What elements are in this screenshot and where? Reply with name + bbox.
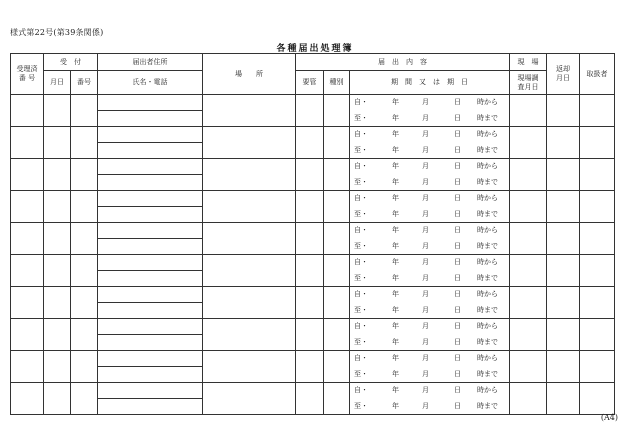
period-time: 時から [477,290,498,299]
cell-jurisdiction[interactable] [296,383,324,415]
period-prefix: 至・ [354,177,368,186]
period-day: 日 [454,209,461,218]
header-name-phone: 氏名・電話 [98,71,203,95]
period-prefix: 至・ [354,145,368,154]
period-day: 日 [454,290,461,299]
period-time: 時から [477,226,498,235]
period-time: 時まで [477,177,498,186]
table-row [11,383,615,399]
cell-month-day[interactable] [44,159,71,191]
cell-site-survey-date[interactable] [510,127,547,159]
cell-jurisdiction[interactable] [296,95,324,127]
period-year: 年 [392,369,399,378]
period-prefix: 至・ [354,305,368,314]
period-month: 月 [422,369,429,378]
period-time: 時まで [477,273,498,282]
period-prefix: 至・ [354,369,368,378]
cell-site-survey-date[interactable] [510,383,547,415]
cell-number[interactable] [71,255,98,287]
period-month: 月 [422,113,429,122]
period-month: 月 [422,209,429,218]
period-day: 日 [454,386,461,395]
processing-ledger-table [10,53,615,415]
period-time: 時まで [477,209,498,218]
period-day: 日 [454,401,461,410]
table-row [11,351,615,367]
cell-site-survey-date[interactable] [510,191,547,223]
period-day: 日 [454,177,461,186]
cell-name-phone[interactable] [98,143,203,159]
period-prefix: 至・ [354,401,368,410]
cell-month-day[interactable] [44,95,71,127]
period-prefix: 自・ [354,194,368,203]
cell-name-phone[interactable] [98,175,203,191]
header-reception-no: 受理済 番 号 [11,54,44,95]
cell-site-survey-date[interactable] [510,255,547,287]
header-place: 場 所 [203,54,296,95]
header-site: 現 場 [510,54,547,71]
form-id: 様式第22号(第39条関係) [10,28,104,37]
cell-notifier-address[interactable] [98,351,203,367]
header-jurisdiction: 要管 [296,71,324,95]
period-day: 日 [454,162,461,171]
table-row [11,159,615,175]
cell-notifier-address[interactable] [98,383,203,399]
period-prefix: 自・ [354,226,368,235]
period-time: 時から [477,130,498,139]
cell-place[interactable] [203,255,296,287]
cell-number[interactable] [71,287,98,319]
cell-month-day[interactable] [44,223,71,255]
period-time: 時まで [477,113,498,122]
paper-size-label: (A4) [600,413,618,422]
header-period: 期 間 又 は 期 日 [350,71,510,95]
period-day: 日 [454,337,461,346]
period-year: 年 [392,130,399,139]
table-row [11,255,615,271]
cell-type[interactable] [324,127,350,159]
table-row [11,319,615,335]
period-prefix: 自・ [354,258,368,267]
page-title: 各種届出処理簿 [276,44,354,54]
header-month-day: 月日 [44,71,71,95]
period-year: 年 [392,241,399,250]
cell-name-phone[interactable] [98,111,203,127]
period-time: 時まで [477,241,498,250]
header-reception: 受 付 [44,54,98,71]
cell-handler[interactable] [580,383,615,415]
cell-site-survey-date[interactable] [510,223,547,255]
cell-period-from[interactable] [350,191,510,207]
cell-notifier-address[interactable] [98,127,203,143]
cell-jurisdiction[interactable] [296,127,324,159]
period-time: 時から [477,98,498,107]
cell-type[interactable] [324,287,350,319]
cell-notifier-address[interactable] [98,159,203,175]
cell-type[interactable] [324,351,350,383]
period-month: 月 [422,241,429,250]
cell-period-from[interactable] [350,255,510,271]
cell-place[interactable] [203,287,296,319]
cell-type[interactable] [324,159,350,191]
cell-month-day[interactable] [44,287,71,319]
cell-place[interactable] [203,95,296,127]
period-prefix: 自・ [354,130,368,139]
cell-place[interactable] [203,159,296,191]
cell-reception-no[interactable] [11,351,44,383]
period-month: 月 [422,162,429,171]
header-number: 番号 [71,71,98,95]
cell-period-to[interactable] [350,207,510,223]
cell-handler[interactable] [580,127,615,159]
cell-period-from[interactable] [350,159,510,175]
header-notification-content: 届 出 内 容 [296,54,510,71]
cell-period-from[interactable] [350,383,510,399]
cell-period-from[interactable] [350,127,510,143]
cell-period-to[interactable] [350,143,510,159]
cell-handler[interactable] [580,95,615,127]
period-month: 月 [422,194,429,203]
period-month: 月 [422,145,429,154]
table-row [11,95,615,111]
cell-month-day[interactable] [44,319,71,351]
table-row [11,127,615,143]
cell-place[interactable] [203,319,296,351]
table-row [11,287,615,303]
header-notifier-address: 届出者住所 [98,54,203,71]
cell-place[interactable] [203,383,296,415]
cell-month-day[interactable] [44,383,71,415]
period-year: 年 [392,354,399,363]
period-month: 月 [422,177,429,186]
cell-place[interactable] [203,127,296,159]
cell-period-from[interactable] [350,95,510,111]
period-prefix: 至・ [354,113,368,122]
cell-reception-no[interactable] [11,191,44,223]
cell-jurisdiction[interactable] [296,351,324,383]
period-year: 年 [392,401,399,410]
period-month: 月 [422,226,429,235]
period-prefix: 自・ [354,354,368,363]
cell-period-to[interactable] [350,399,510,415]
period-day: 日 [454,145,461,154]
period-time: 時から [477,322,498,331]
cell-number[interactable] [71,95,98,127]
header-type: 種別 [324,71,350,95]
period-prefix: 至・ [354,209,368,218]
period-day: 日 [454,305,461,314]
period-year: 年 [392,177,399,186]
period-day: 日 [454,130,461,139]
period-time: 時から [477,194,498,203]
cell-place[interactable] [203,223,296,255]
cell-site-survey-date[interactable] [510,159,547,191]
table-row [11,223,615,239]
period-prefix: 自・ [354,162,368,171]
period-month: 月 [422,98,429,107]
cell-site-survey-date[interactable] [510,95,547,127]
cell-jurisdiction[interactable] [296,255,324,287]
cell-month-day[interactable] [44,127,71,159]
period-year: 年 [392,337,399,346]
period-year: 年 [392,305,399,314]
cell-notifier-address[interactable] [98,319,203,335]
cell-period-from[interactable] [350,287,510,303]
cell-type[interactable] [324,255,350,287]
period-day: 日 [454,322,461,331]
period-year: 年 [392,209,399,218]
period-prefix: 自・ [354,98,368,107]
cell-notifier-address[interactable] [98,191,203,207]
period-day: 日 [454,241,461,250]
period-year: 年 [392,145,399,154]
cell-return-date[interactable] [547,319,580,351]
cell-name-phone[interactable] [98,239,203,255]
cell-number[interactable] [71,319,98,351]
cell-return-date[interactable] [547,287,580,319]
period-prefix: 至・ [354,337,368,346]
cell-name-phone[interactable] [98,335,203,351]
cell-return-date[interactable] [547,191,580,223]
cell-handler[interactable] [580,191,615,223]
cell-reception-no[interactable] [11,319,44,351]
period-month: 月 [422,258,429,267]
cell-return-date[interactable] [547,383,580,415]
cell-number[interactable] [71,351,98,383]
cell-notifier-address[interactable] [98,287,203,303]
cell-type[interactable] [324,95,350,127]
period-month: 月 [422,322,429,331]
period-day: 日 [454,369,461,378]
cell-period-to[interactable] [350,271,510,287]
period-day: 日 [454,113,461,122]
cell-name-phone[interactable] [98,207,203,223]
period-year: 年 [392,290,399,299]
cell-handler[interactable] [580,319,615,351]
period-prefix: 自・ [354,386,368,395]
cell-type[interactable] [324,383,350,415]
period-year: 年 [392,162,399,171]
cell-handler[interactable] [580,159,615,191]
table-row [11,191,615,207]
cell-site-survey-date[interactable] [510,287,547,319]
period-time: 時から [477,386,498,395]
period-month: 月 [422,337,429,346]
cell-type[interactable] [324,191,350,223]
cell-period-to[interactable] [350,111,510,127]
cell-number[interactable] [71,383,98,415]
cell-return-date[interactable] [547,159,580,191]
period-year: 年 [392,322,399,331]
period-year: 年 [392,113,399,122]
period-month: 月 [422,273,429,282]
cell-place[interactable] [203,191,296,223]
cell-name-phone[interactable] [98,303,203,319]
cell-return-date[interactable] [547,351,580,383]
cell-return-date[interactable] [547,255,580,287]
period-prefix: 自・ [354,322,368,331]
cell-place[interactable] [203,351,296,383]
period-time: 時まで [477,305,498,314]
period-year: 年 [392,226,399,235]
cell-handler[interactable] [580,287,615,319]
cell-period-to[interactable] [350,335,510,351]
header-site-survey-date: 現場調 査月日 [510,71,547,95]
ledger-body [11,95,615,415]
cell-handler[interactable] [580,255,615,287]
period-year: 年 [392,98,399,107]
period-year: 年 [392,386,399,395]
cell-handler[interactable] [580,351,615,383]
cell-jurisdiction[interactable] [296,319,324,351]
cell-site-survey-date[interactable] [510,351,547,383]
cell-period-to[interactable] [350,175,510,191]
cell-jurisdiction[interactable] [296,159,324,191]
period-prefix: 自・ [354,290,368,299]
cell-reception-no[interactable] [11,223,44,255]
period-month: 月 [422,305,429,314]
cell-name-phone[interactable] [98,367,203,383]
period-time: 時から [477,354,498,363]
cell-number[interactable] [71,223,98,255]
period-month: 月 [422,401,429,410]
period-prefix: 至・ [354,273,368,282]
cell-month-day[interactable] [44,351,71,383]
cell-period-to[interactable] [350,303,510,319]
period-prefix: 至・ [354,241,368,250]
cell-return-date[interactable] [547,127,580,159]
period-time: 時まで [477,145,498,154]
period-day: 日 [454,354,461,363]
header-return-date: 返却 月日 [547,54,580,95]
cell-site-survey-date[interactable] [510,319,547,351]
period-day: 日 [454,226,461,235]
cell-name-phone[interactable] [98,271,203,287]
period-time: 時まで [477,401,498,410]
period-time: 時まで [477,369,498,378]
cell-period-from[interactable] [350,319,510,335]
cell-handler[interactable] [580,223,615,255]
period-month: 月 [422,290,429,299]
cell-number[interactable] [71,159,98,191]
cell-notifier-address[interactable] [98,255,203,271]
cell-reception-no[interactable] [11,159,44,191]
cell-notifier-address[interactable] [98,223,203,239]
cell-month-day[interactable] [44,191,71,223]
period-year: 年 [392,258,399,267]
period-time: 時から [477,258,498,267]
cell-return-date[interactable] [547,95,580,127]
cell-type[interactable] [324,223,350,255]
cell-type[interactable] [324,319,350,351]
period-day: 日 [454,194,461,203]
cell-number[interactable] [71,191,98,223]
cell-name-phone[interactable] [98,399,203,415]
cell-number[interactable] [71,127,98,159]
period-year: 年 [392,194,399,203]
period-time: 時まで [477,337,498,346]
cell-jurisdiction[interactable] [296,223,324,255]
cell-jurisdiction[interactable] [296,287,324,319]
period-month: 月 [422,386,429,395]
period-month: 月 [422,354,429,363]
cell-period-from[interactable] [350,223,510,239]
cell-period-from[interactable] [350,351,510,367]
cell-reception-no[interactable] [11,287,44,319]
cell-month-day[interactable] [44,255,71,287]
cell-period-to[interactable] [350,367,510,383]
cell-reception-no[interactable] [11,383,44,415]
cell-reception-no[interactable] [11,95,44,127]
period-year: 年 [392,273,399,282]
cell-notifier-address[interactable] [98,95,203,111]
period-time: 時から [477,162,498,171]
cell-return-date[interactable] [547,223,580,255]
cell-period-to[interactable] [350,239,510,255]
cell-reception-no[interactable] [11,255,44,287]
cell-reception-no[interactable] [11,127,44,159]
cell-jurisdiction[interactable] [296,191,324,223]
period-day: 日 [454,273,461,282]
header-handler: 取扱者 [580,54,615,95]
period-month: 月 [422,130,429,139]
period-day: 日 [454,98,461,107]
period-day: 日 [454,258,461,267]
